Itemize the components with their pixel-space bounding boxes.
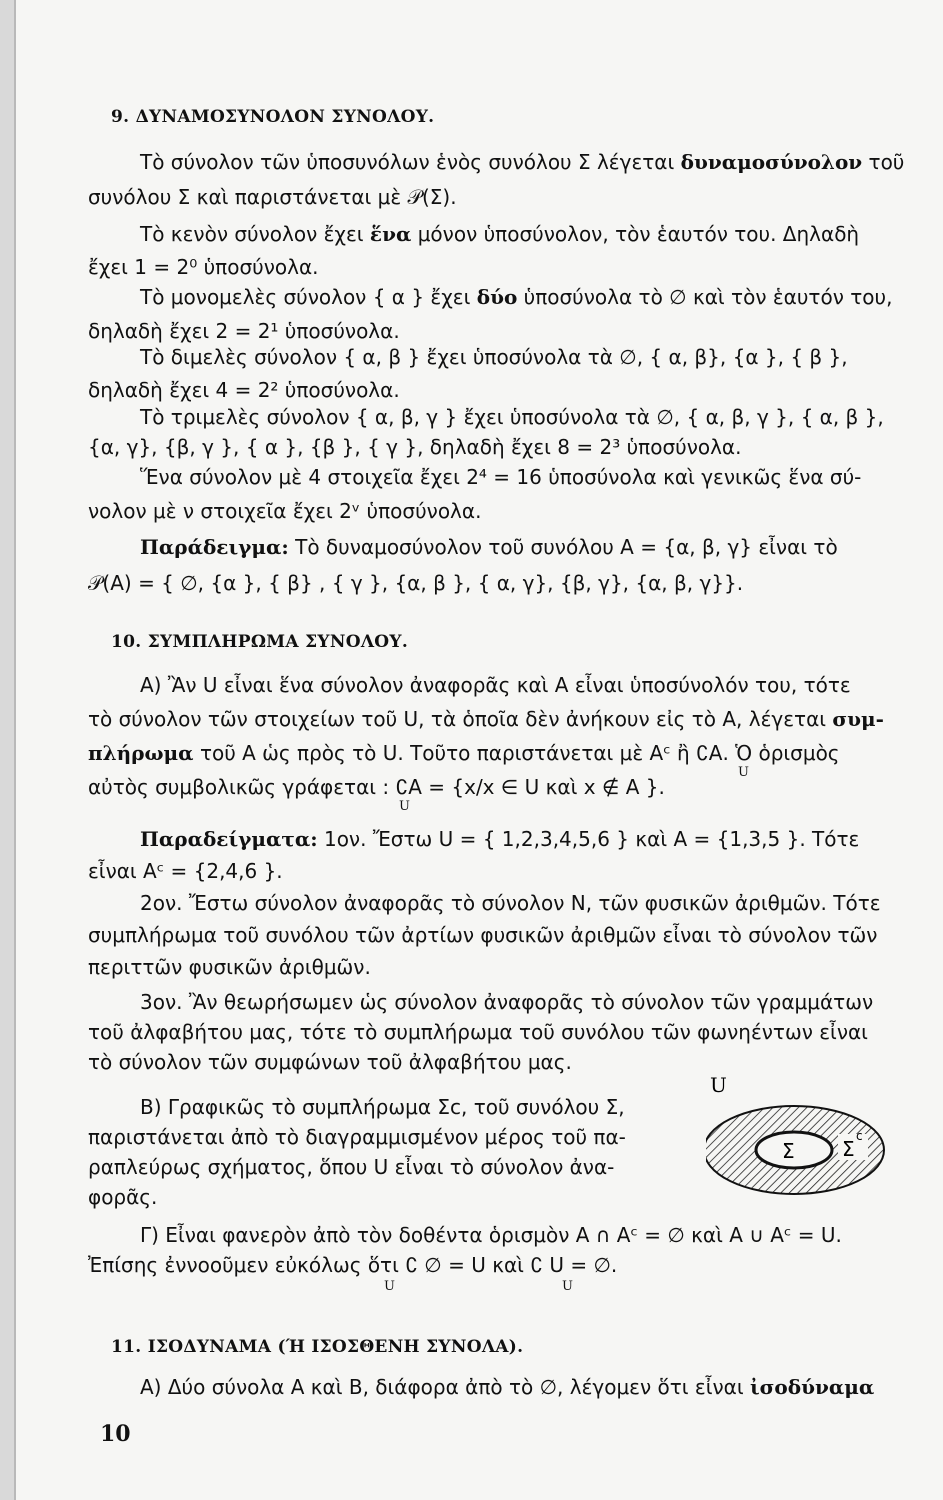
term-ena: ἕνα xyxy=(369,222,412,246)
s9-p4-line2: δηλαδὴ ἔχει 4 = 2² ὑποσύνολα. xyxy=(88,378,400,402)
s10-a-line4: αὐτὸς συμβολικῶς γράφεται : ∁Α = {x/x ∈ U καὶ x ∉ Α }. xyxy=(88,775,665,799)
s10-b-line1: Β) Γραφικῶς τὸ συμπλήρωμα Σc, τοῦ συνόλου Σ, xyxy=(140,1095,625,1119)
s10-b-line2: παριστάνεται ἀπὸ τὸ διαγραμμισμένον μέρος τοῦ πα- xyxy=(88,1125,626,1149)
s10-a2a: τὸ σύνολον τῶν στοιχείων τοῦ U, τὰ ὁποῖα δὲν ἀνήκουν εἰς τὸ Α, λέγεται xyxy=(88,707,827,731)
s9-example-line1 xyxy=(140,530,838,564)
s10-a3b: τοῦ Α ὡς πρὸς τὸ U. Τοῦτο παριστάνεται μὲ Αᶜ ἢ ∁Α. Ὁ ὁρισμὸς xyxy=(199,741,840,765)
complement-diagram-svg xyxy=(706,1072,896,1212)
subscript-u-1: U xyxy=(738,765,749,780)
s9-p2-line1 xyxy=(140,217,859,251)
s9-p1-line1 xyxy=(140,145,904,179)
term-symplirwma-2: πλήρωμα xyxy=(88,741,194,765)
s10-ex1a: 1ον. Ἔστω U = { 1,2,3,4,5,6 } καὶ Α = {1,3,5 }. Τότε xyxy=(323,827,860,851)
label-sigma-c-sup: c xyxy=(856,1129,863,1143)
s9-example-line2: 𝒫(Α) = { ∅, {α }, { β} , { γ }, {α, β }, { α, γ}, {β, γ}, {α, β, γ}}. xyxy=(88,571,744,595)
s9-p6-line1: Ἕνα σύνολον μὲ 4 στοιχεῖα ἔχει 2⁴ = 16 ὑποσύνολα καὶ γενικῶς ἕνα σύ- xyxy=(140,465,862,489)
term-dynamosynolon: δυναμοσύνολον xyxy=(680,150,863,174)
s10-b-line3: ραπλεύρως σχήματος, ὅπου U εἶναι τὸ σύνολον ἀνα- xyxy=(88,1155,615,1179)
s9-p3-line1 xyxy=(140,280,892,314)
section-10-heading: 10. ΣΥΜΠΛΗΡΩΜΑ ΣΥΝΟΛΟΥ. xyxy=(111,632,409,652)
label-sigma: Σ xyxy=(782,1139,795,1163)
term-isodynama: ἰσοδύναμα xyxy=(749,1375,875,1399)
s10-ex3-line1: 3ον. Ἂν θεωρήσωμεν ὡς σύνολον ἀναφορᾶς τὸ σύνολον τῶν γραμμάτων xyxy=(140,990,874,1014)
section-9-heading: 9. ΔΥΝΑΜΟΣΥΝΟΛΟΝ ΣΥΝΟΛΟΥ. xyxy=(111,107,435,127)
s9-p4-line1: Τὸ διμελὲς σύνολον { α, β } ἔχει ὑποσύνολα τὰ ∅, { α, β}, {α }, { β }, xyxy=(140,345,848,369)
s9-p1c: τοῦ xyxy=(868,150,905,174)
page-number: 10 xyxy=(100,1421,131,1447)
label-u: U xyxy=(710,1073,727,1097)
s9-p5-line1: Τὸ τριμελὲς σύνολον { α, β, γ } ἔχει ὑποσύνολα τὰ ∅, { α, β, γ }, { α, β }, xyxy=(140,405,884,429)
s10-ex2-line2: συμπλήρωμα τοῦ συνόλου τῶν ἀρτίων φυσικῶν ἀριθμῶν εἶναι τὸ σύνολον τῶν xyxy=(88,923,878,947)
section-11-heading: 11. ΙΣΟΔΥΝΑΜΑ (Ή ΙΣΟΣΘΕΝΗ ΣΥΝΟΛΑ). xyxy=(111,1337,524,1357)
example-label: Παράδειγμα: xyxy=(140,535,289,559)
book-page xyxy=(14,0,943,1500)
s9-p3c: ὑποσύνολα τὸ ∅ καὶ τὸν ἑαυτόν του, xyxy=(523,285,893,309)
term-symplirwma-1: συμ- xyxy=(832,707,884,731)
s9-p2-line2: ἔχει 1 = 2⁰ ὑποσύνολα. xyxy=(88,255,319,279)
s10-a-line1: Α) Ἂν U εἶναι ἕνα σύνολον ἀναφορᾶς καὶ Α εἶναι ὑποσύνολόν του, τότε xyxy=(140,673,851,697)
s9-p2c: μόνον ὑποσύνολον, τὸν ἑαυτόν του. Δηλαδὴ xyxy=(417,222,860,246)
subscript-u-4: U xyxy=(562,1279,573,1294)
s9-p2a: Τὸ κενὸν σύνολον ἔχει xyxy=(140,222,364,246)
subscript-u-3: U xyxy=(384,1279,395,1294)
s10-ex3-line3: τὸ σύνολον τῶν συμφώνων τοῦ ἀλφαβήτου μας. xyxy=(88,1050,572,1074)
s10-a-line3 xyxy=(88,736,840,770)
s9-p6-line2: νολον μὲ ν στοιχεῖα ἔχει 2ᵛ ὑποσύνολα. xyxy=(88,499,482,523)
s9-p3-line2: δηλαδὴ ἔχει 2 = 2¹ ὑποσύνολα. xyxy=(88,319,400,343)
s9-p5-line2: {α, γ}, {β, γ }, { α }, {β }, { γ }, δηλαδὴ ἔχει 8 = 2³ ὑποσύνολα. xyxy=(88,435,742,459)
s10-b-line4: φορᾶς. xyxy=(88,1185,158,1209)
s9-p3a: Τὸ μονομελὲς σύνολον { α } ἔχει xyxy=(140,285,471,309)
s9-example-text: Τὸ δυναμοσύνολον τοῦ συνόλου Α = {α, β, γ} εἶναι τὸ xyxy=(295,535,838,559)
s11-a1a: Α) Δύο σύνολα Α καὶ Β, διάφορα ἀπὸ τὸ ∅, λέγομεν ὅτι εἶναι xyxy=(140,1375,744,1399)
s10-ex1-line1 xyxy=(140,822,859,856)
s10-ex3-line2: τοῦ ἀλφαβήτου μας, τότε τὸ συμπλήρωμα τοῦ συνόλου τῶν φωνηέντων εἶναι xyxy=(88,1020,868,1044)
s10-g-line1: Γ) Εἶναι φανερὸν ἀπὸ τὸν δοθέντα ὁρισμὸν Α ∩ Αᶜ = ∅ καὶ Α ∪ Αᶜ = U. xyxy=(140,1223,842,1247)
s9-p1a: Τὸ σύνολον τῶν ὑποσυνόλων ἑνὸς συνόλου Σ λέγεται xyxy=(140,150,675,174)
s10-ex2-line3: περιττῶν φυσικῶν ἀριθμῶν. xyxy=(88,955,371,979)
complement-diagram xyxy=(706,1072,896,1212)
subscript-u-2: U xyxy=(399,799,410,814)
s10-a-line2 xyxy=(88,702,884,736)
s10-ex2-line1: 2ον. Ἔστω σύνολον ἀναφορᾶς τὸ σύνολον Ν, τῶν φυσικῶν ἀριθμῶν. Τότε xyxy=(140,891,881,915)
s10-g-line2: Ἐπίσης ἐννοοῦμεν εὐκόλως ὅτι ∁ ∅ = U καὶ ∁ U = ∅. xyxy=(88,1253,618,1277)
term-dyo: δύο xyxy=(476,285,518,309)
s11-a-line1 xyxy=(140,1370,874,1404)
s9-p1-line2: συνόλου Σ καὶ παριστάνεται μὲ 𝒫(Σ). xyxy=(88,185,457,209)
s10-ex1-line2: εἶναι Αᶜ = {2,4,6 }. xyxy=(88,859,283,883)
examples-label: Παραδείγματα: xyxy=(140,827,318,851)
label-sigma-c: Σ xyxy=(842,1137,855,1161)
